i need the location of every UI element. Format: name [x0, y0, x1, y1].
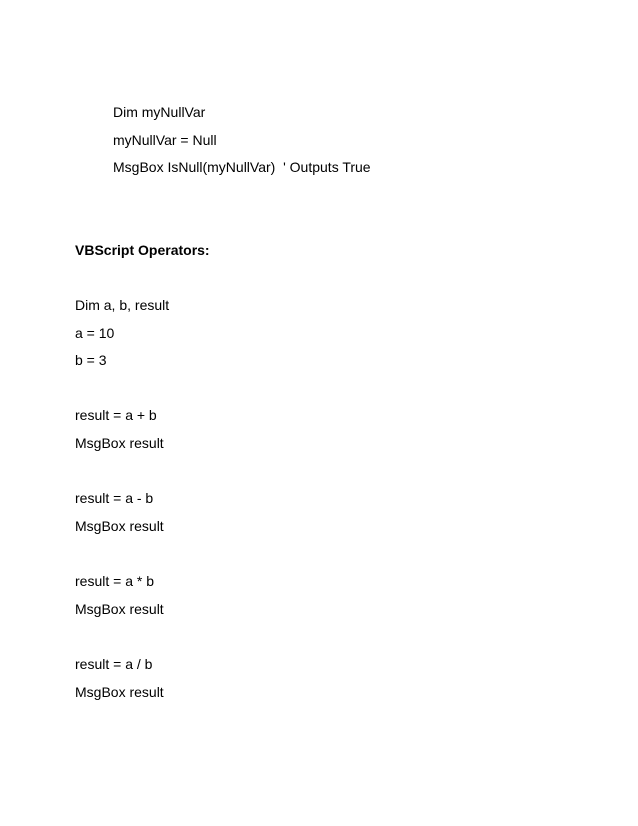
code-line: result = a - b	[75, 490, 154, 506]
code-line: MsgBox result	[75, 518, 164, 534]
code-line: a = 10	[75, 325, 115, 341]
code-line: MsgBox result	[75, 684, 164, 700]
code-line: MsgBox IsNull(myNullVar) ' Outputs True	[113, 159, 371, 175]
code-line: Dim a, b, result	[75, 297, 170, 313]
code-line: MsgBox result	[75, 601, 164, 617]
code-line: b = 3	[75, 352, 107, 368]
code-line: myNullVar = Null	[113, 132, 217, 148]
code-line: Dim myNullVar	[113, 104, 206, 120]
section-heading: VBScript Operators:	[75, 242, 210, 258]
code-line: result = a / b	[75, 656, 153, 672]
code-line: result = a * b	[75, 573, 154, 589]
code-line: result = a + b	[75, 407, 157, 423]
code-line: MsgBox result	[75, 435, 164, 451]
